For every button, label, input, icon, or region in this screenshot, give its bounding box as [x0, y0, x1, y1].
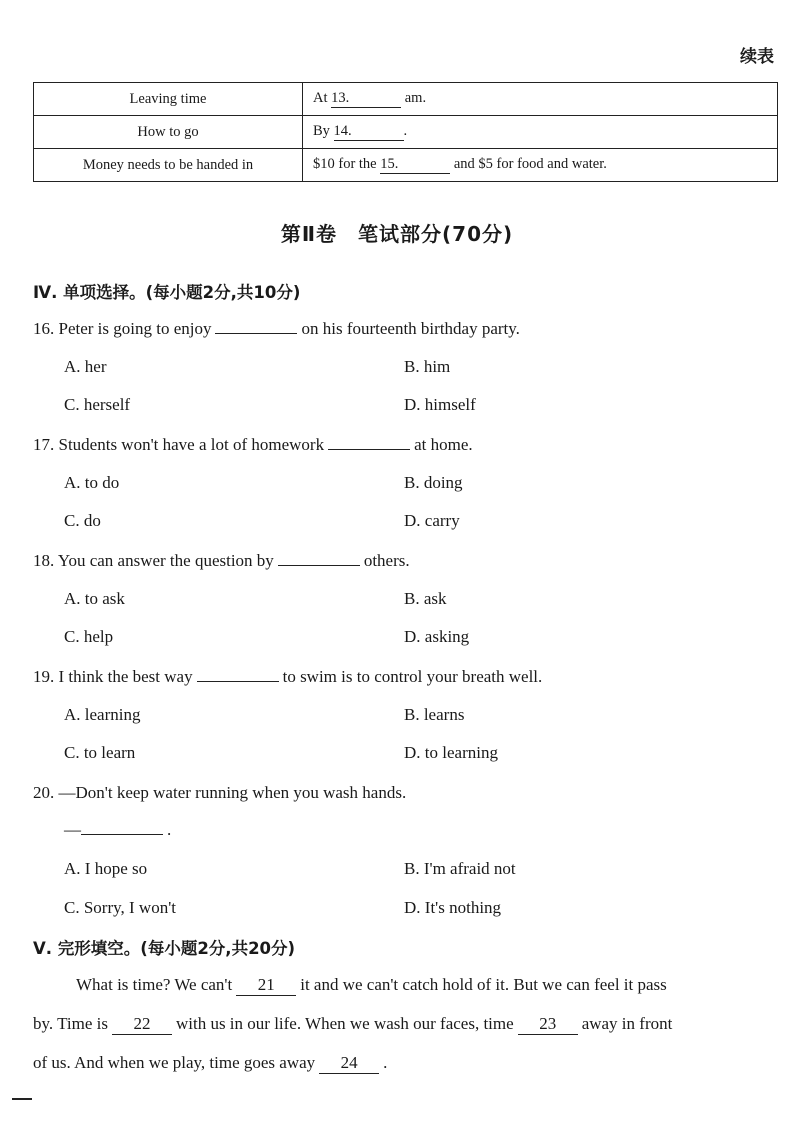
option-20b[interactable]: B. I'm afraid not — [404, 859, 516, 878]
part5-heading: Ⅴ. 完形填空。(每小题2分,共20分) — [33, 939, 296, 958]
option-17d[interactable]: D. carry — [404, 511, 460, 530]
row-value: At 13. am. — [303, 83, 778, 116]
answer-blank[interactable] — [81, 834, 163, 835]
table-row — [34, 116, 778, 149]
question-19: 19. I think the best way to swim is to control your breath well. — [33, 667, 543, 686]
continued-table-label: 续表 — [740, 47, 774, 67]
option-18b[interactable]: B. ask — [404, 589, 447, 608]
question-18: 18. You can answer the question by others. — [33, 551, 410, 570]
option-19b[interactable]: B. learns — [404, 705, 465, 724]
row-value: By 14. . — [303, 116, 778, 149]
answer-blank[interactable]: 14. — [334, 123, 404, 141]
answer-blank[interactable] — [197, 681, 279, 682]
section-title: 第Ⅱ卷 笔试部分(70分) — [280, 222, 514, 246]
option-18a[interactable]: A. to ask — [64, 589, 125, 608]
option-16b[interactable]: B. him — [404, 357, 451, 376]
part4-heading: Ⅳ. 单项选择。(每小题2分,共10分) — [33, 283, 301, 302]
option-18d[interactable]: D. asking — [404, 627, 470, 646]
option-17a[interactable]: A. to do — [64, 473, 120, 492]
option-16a[interactable]: A. her — [64, 357, 107, 376]
cloze-blank-23[interactable]: 23 — [518, 1014, 578, 1035]
cloze-blank-22[interactable]: 22 — [112, 1014, 172, 1035]
question-17: 17. Students won't have a lot of homework at home. — [33, 435, 473, 454]
cloze-blank-21[interactable]: 21 — [236, 975, 296, 996]
question-20-reply: — . — [64, 820, 172, 839]
option-16c[interactable]: C. herself — [64, 395, 131, 414]
option-19c[interactable]: C. to learn — [64, 743, 136, 762]
table-row — [34, 149, 778, 182]
option-20c[interactable]: C. Sorry, I won't — [64, 898, 176, 917]
answer-blank[interactable]: 15. — [380, 156, 450, 174]
row-value: $10 for the 15. and $5 for food and water. — [303, 149, 778, 182]
option-20d[interactable]: D. It's nothing — [404, 898, 502, 917]
answer-blank[interactable] — [215, 333, 297, 334]
answer-blank[interactable] — [278, 565, 360, 566]
question-20: 20. —Don't keep water running when you wash hands. — [33, 783, 407, 802]
option-17c[interactable]: C. do — [64, 511, 101, 530]
passage-line-3: of us. And when we play, time goes away 24 . — [33, 1053, 388, 1072]
passage-line-1: What is time? We can't 21 it and we can't catch hold of it. But we can feel it pass — [76, 975, 667, 994]
question-16: 16. Peter is going to enjoy on his fourteenth birthday party. — [33, 319, 520, 338]
table-row — [34, 83, 778, 116]
info-table — [33, 82, 778, 182]
option-18c[interactable]: C. help — [64, 627, 114, 646]
passage-line-2: by. Time is 22 with us in our life. When we wash our faces, time 23 away in front — [33, 1014, 673, 1033]
row-label: How to go — [34, 116, 303, 149]
option-19a[interactable]: A. learning — [64, 705, 141, 724]
page-edge-mark — [12, 1098, 32, 1100]
option-20a[interactable]: A. I hope so — [64, 859, 148, 878]
option-17b[interactable]: B. doing — [404, 473, 463, 492]
cloze-blank-24[interactable]: 24 — [319, 1053, 379, 1074]
row-label: Money needs to be handed in — [34, 149, 303, 182]
answer-blank[interactable] — [328, 449, 410, 450]
option-19d[interactable]: D. to learning — [404, 743, 498, 762]
answer-blank[interactable]: 13. — [331, 90, 401, 108]
row-label: Leaving time — [34, 83, 303, 116]
option-16d[interactable]: D. himself — [404, 395, 476, 414]
